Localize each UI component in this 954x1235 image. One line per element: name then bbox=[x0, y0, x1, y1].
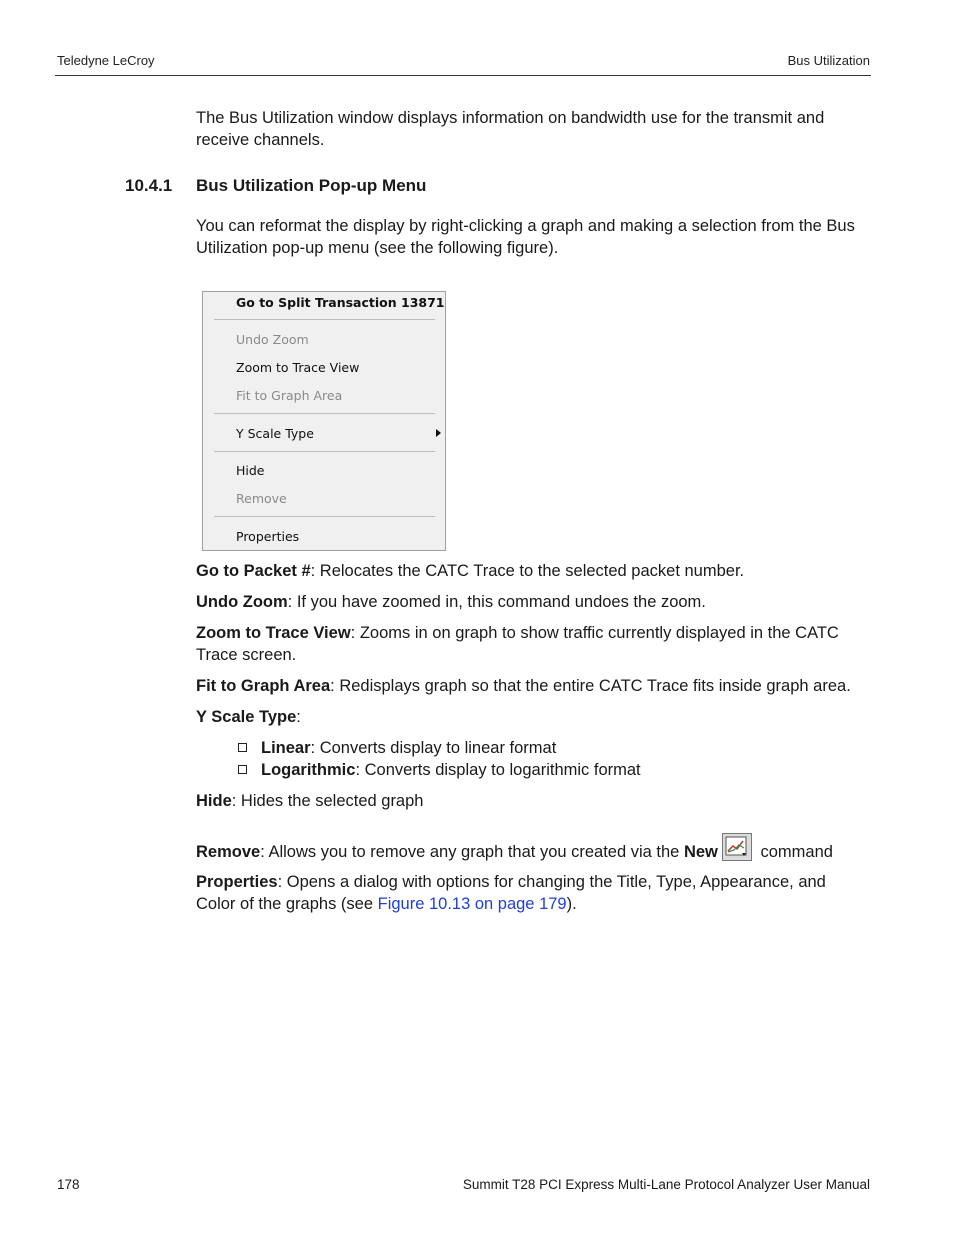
desc-text: : Converts display to logarithmic format bbox=[355, 761, 641, 779]
menu-item-zoom-to-trace[interactable]: Zoom to Trace View bbox=[236, 360, 360, 375]
desc-text: command bbox=[755, 843, 833, 861]
intro-paragraph: The Bus Utilization window displays information on bandwidth use for the transmit and receive channels. bbox=[196, 109, 825, 149]
term: Zoom to Trace View bbox=[196, 624, 351, 642]
term: Fit to Graph Area bbox=[196, 677, 331, 695]
term-new: New bbox=[683, 843, 718, 861]
desc-go-to-packet bbox=[196, 560, 866, 582]
desc-zoom-to-trace bbox=[196, 622, 866, 666]
menu-item-hide[interactable]: Hide bbox=[236, 463, 265, 478]
desc-text: : Redisplays graph so that the entire CATC Trace fits inside graph area. bbox=[330, 677, 851, 695]
menu-separator bbox=[214, 516, 435, 517]
menu-item-properties[interactable]: Properties bbox=[236, 529, 300, 544]
menu-item-y-scale-type[interactable]: Y Scale Type bbox=[236, 426, 314, 441]
term: Y Scale Type bbox=[196, 708, 297, 726]
desc-undo-zoom bbox=[196, 591, 866, 613]
new-graph-icon bbox=[722, 833, 752, 861]
submenu-arrow-icon bbox=[436, 429, 441, 437]
term: Properties bbox=[196, 873, 278, 891]
header-left: Teledyne LeCroy bbox=[57, 53, 155, 68]
popup-menu bbox=[202, 291, 446, 551]
menu-item-fit-to-graph[interactable]: Fit to Graph Area bbox=[236, 388, 343, 403]
footer-title: Summit T28 PCI Express Multi-Lane Protocol Analyzer User Manual bbox=[462, 1177, 870, 1192]
term: Linear bbox=[261, 739, 311, 757]
desc-y-scale bbox=[196, 706, 866, 728]
term: Hide bbox=[196, 792, 232, 810]
list-item-linear bbox=[238, 737, 556, 759]
desc-text: ). bbox=[566, 895, 577, 913]
term: Undo Zoom bbox=[196, 593, 288, 611]
checkbox-bullet-icon bbox=[238, 765, 247, 774]
menu-separator bbox=[214, 319, 435, 320]
desc-text: : Hides the selected graph bbox=[231, 792, 424, 810]
section-number: 10.4.1 bbox=[125, 176, 173, 195]
checkbox-bullet-icon bbox=[238, 743, 247, 752]
desc-fit-to-graph bbox=[196, 675, 866, 697]
desc-properties bbox=[196, 871, 866, 915]
menu-item-remove[interactable]: Remove bbox=[236, 491, 287, 506]
desc-text: : bbox=[296, 708, 301, 726]
desc-text: : Relocates the CATC Trace to the selected packet number. bbox=[310, 562, 745, 580]
menu-item-undo-zoom[interactable]: Undo Zoom bbox=[236, 332, 309, 347]
term: Remove bbox=[196, 843, 261, 861]
term: Logarithmic bbox=[261, 761, 356, 779]
menu-separator bbox=[214, 451, 435, 452]
desc-text: : Opens a dialog with options for changing the Title, Type, Appearance, and Color of the graphs (see bbox=[196, 873, 826, 913]
term: Go to Packet # bbox=[196, 562, 311, 580]
desc-text: : Zooms in on graph to show traffic currently displayed in the CATC Trace screen. bbox=[196, 624, 839, 664]
page-number: 178 bbox=[57, 1177, 80, 1192]
list-item-logarithmic bbox=[238, 759, 641, 781]
desc-remove bbox=[196, 833, 866, 863]
desc-text: : Allows you to remove any graph that you created via the bbox=[260, 843, 684, 861]
section-title: Bus Utilization Pop-up Menu bbox=[196, 176, 427, 195]
desc-hide bbox=[196, 790, 866, 812]
header-rule bbox=[55, 75, 871, 76]
menu-item-go-to[interactable]: Go to Split Transaction 13871 bbox=[236, 295, 445, 310]
desc-text: : If you have zoomed in, this command undoes the zoom. bbox=[287, 593, 706, 611]
figure-link[interactable]: Figure 10.13 on page 179 bbox=[377, 895, 567, 913]
section-intro: You can reformat the display by right-clicking a graph and making a selection from the Bus Utilization pop-up menu (see the following figure). bbox=[196, 217, 855, 257]
header-right: Bus Utilization bbox=[787, 53, 870, 68]
desc-text: : Converts display to linear format bbox=[310, 739, 557, 757]
menu-separator bbox=[214, 413, 435, 414]
